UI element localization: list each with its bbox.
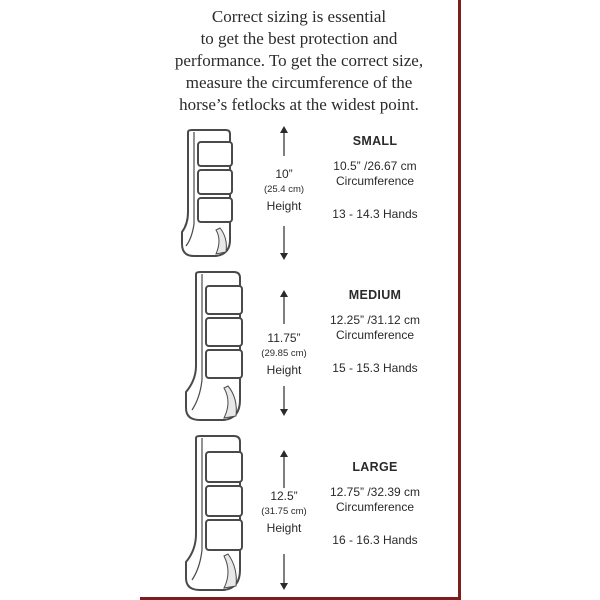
circumference-word: Circumference bbox=[335, 500, 415, 514]
circumference-word: Circumference bbox=[335, 328, 415, 342]
circumference-value: 10.5” /26.67 cm bbox=[333, 159, 417, 173]
intro-text bbox=[150, 6, 448, 116]
height-word: Height bbox=[266, 199, 302, 213]
intro-line: performance. To get the correct size, bbox=[174, 51, 424, 70]
size-medium bbox=[150, 268, 450, 428]
spec-medium bbox=[315, 288, 435, 376]
intro-line: horse’s fetlocks at the widest point. bbox=[179, 95, 419, 114]
intro-line: measure the circumference of the bbox=[185, 73, 413, 92]
circumference-word: Circumference bbox=[335, 174, 415, 188]
spec-small bbox=[315, 134, 435, 222]
size-name: SMALL bbox=[352, 134, 398, 148]
height-inches: 12.5” bbox=[270, 489, 298, 503]
intro-line: Correct sizing is essential bbox=[211, 7, 387, 26]
hands-range: 16 - 16.3 Hands bbox=[332, 533, 418, 547]
height-word: Height bbox=[266, 521, 302, 535]
circumference-value: 12.25” /31.12 cm bbox=[329, 313, 421, 327]
height-cm: (29.85 cm) bbox=[261, 348, 307, 359]
size-large bbox=[150, 432, 450, 594]
height-label-large bbox=[244, 488, 324, 536]
size-name: LARGE bbox=[352, 460, 398, 474]
intro-line: to get the best protection and bbox=[200, 29, 398, 48]
height-cm: (25.4 cm) bbox=[263, 184, 305, 195]
circumference-value: 12.75” /32.39 cm bbox=[329, 485, 421, 499]
height-label-small bbox=[244, 166, 324, 214]
size-name: MEDIUM bbox=[348, 288, 402, 302]
spec-large bbox=[315, 460, 435, 548]
size-small bbox=[150, 124, 450, 264]
height-inches: 10” bbox=[275, 167, 293, 181]
panel-border-right bbox=[458, 0, 461, 598]
height-inches: 11.75” bbox=[267, 331, 301, 345]
hands-range: 15 - 15.3 Hands bbox=[332, 361, 418, 375]
height-word: Height bbox=[266, 363, 302, 377]
height-label-medium bbox=[244, 330, 324, 378]
height-cm: (31.75 cm) bbox=[261, 506, 307, 517]
hands-range: 13 - 14.3 Hands bbox=[332, 207, 418, 221]
boot-small-icon bbox=[180, 128, 244, 260]
